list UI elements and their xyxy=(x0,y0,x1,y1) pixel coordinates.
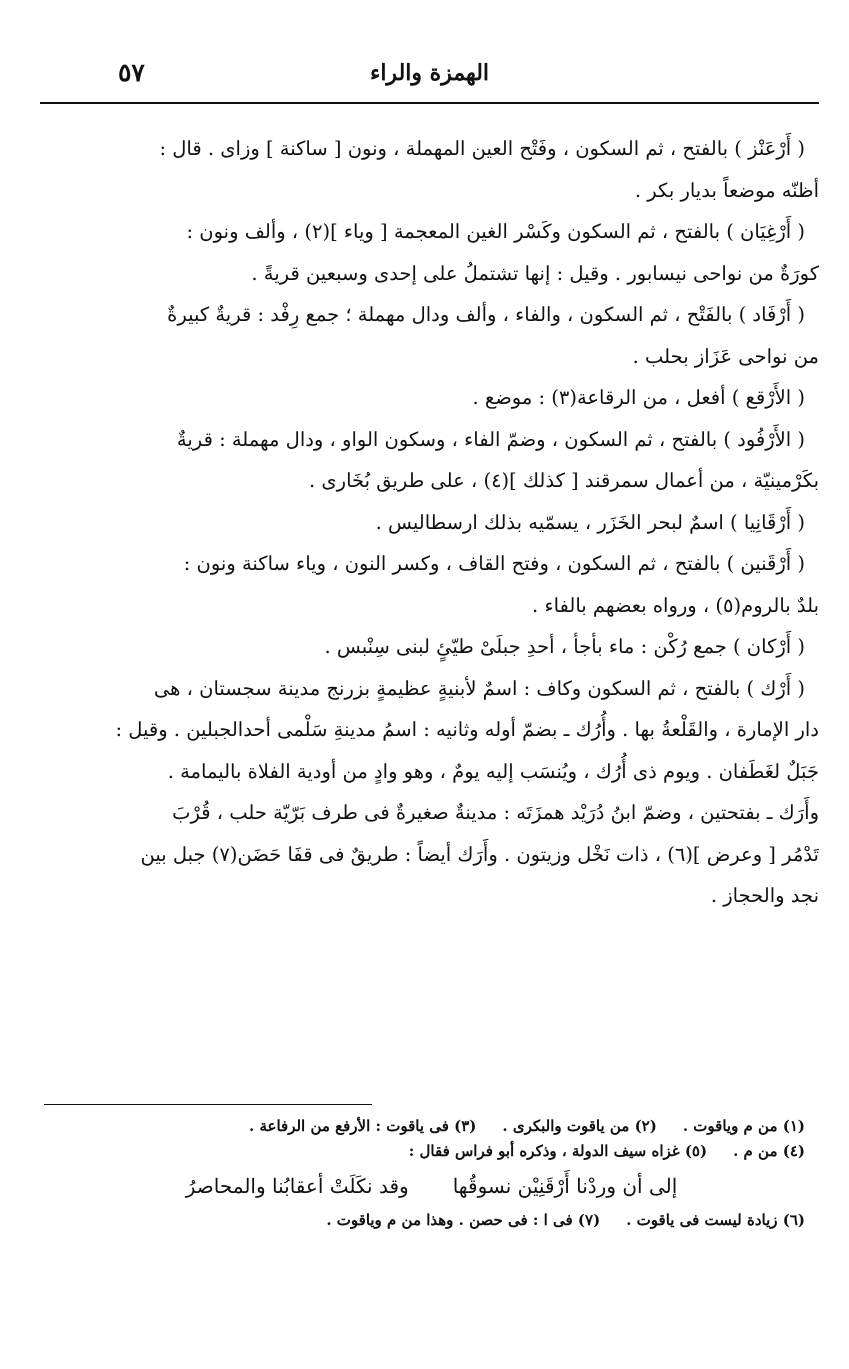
page-number: ٥٧ xyxy=(118,58,145,87)
dictionary-entry xyxy=(44,502,819,544)
dictionary-entry xyxy=(44,419,819,502)
dictionary-entry xyxy=(44,128,819,211)
footnotes xyxy=(44,1114,819,1233)
footnote-4: (٤) من م . xyxy=(733,1142,805,1160)
verse-hemistich-2: وقد نكَلَتْ أعقابُنا والمحاصرُ xyxy=(185,1174,409,1198)
entry-line: جَبَلٌ لغَطَفان . ويوم ذى أُرُك ، ويُنسَب إليه يومٌ ، وهو وادٍ من أودية الفلاة باليمامة . xyxy=(167,759,819,783)
footnote-row-2 xyxy=(44,1139,819,1164)
entry-line: نجد والحجاز . xyxy=(710,884,819,907)
entry-line: تَدْمُر [ وعرض ](٦) ، ذات نَخْل وزيتون . وأَرَك أيضاً : طريقٌ فى قفَا حَضَن(٧) جبل بين xyxy=(140,842,819,866)
dictionary-entry xyxy=(44,626,819,668)
verse-hemistich-1: إلى أن وردْنا أَرْقَنِيْن نسوقُها xyxy=(452,1174,678,1198)
entry-first-line: ( أَرْغِيَان ) بالفتح ، ثم السكون وكَسْر الغين المعجمة [ وياء ](٢) ، وألف ونون : xyxy=(186,220,805,243)
entry-first-line: ( أَرْكان ) جمع رُكْن : ماء بأجأ ، أحدِ جبلَىْ طيّئٍ لبنى سِنْبس . xyxy=(324,635,805,658)
footnote-5: (٥) غزاه سيف الدولة ، وذكره أبو فراس فقال : xyxy=(408,1142,708,1160)
entry-line: وأَرَك ـ بفتحتين ، وضمّ ابنُ دُرَيْد همزَتَه : مدينةٌ صغيرةٌ فى طرف بَرّيّة حلب ، قُرْبَ xyxy=(172,801,819,824)
footnote-divider xyxy=(44,1104,372,1105)
footnote-row-1 xyxy=(44,1114,819,1139)
footnote-2: (٢) من ياقوت والبكرى . xyxy=(502,1117,657,1135)
entry-line: كورَةٌ من نواحى نيسابور . وقيل : إنها تشتملُ على إحدى وسبعين قريةً . xyxy=(251,261,819,285)
running-head: الهمزة والراء xyxy=(369,60,490,86)
dictionary-entry xyxy=(44,294,819,377)
entry-line: أظنّه موضعاً بديار بكر . xyxy=(634,178,819,202)
footnote-7: (٧) فى ا : فى حصن . وهذا من م وياقوت . xyxy=(326,1211,601,1229)
dictionary-entry xyxy=(44,211,819,294)
dictionary-body xyxy=(44,128,819,917)
entry-line: دار الإمارة ، والقَلْعةُ بها . وأُرُك ـ بضمّ أوله وثانيه : اسمُ مدينةِ سَلْمى أحدالجبلين . وقيل : xyxy=(115,718,819,741)
poetry-verse xyxy=(44,1166,819,1206)
entry-first-line: ( أَرْقَنين ) بالفتح ، ثم السكون ، وفتح القاف ، وكسر النون ، وياء ساكنة ونون : xyxy=(183,552,805,575)
entry-line: بكَرْمينيّة ، من أعمال سمرقند [ كذلك ](٤) ، على طريق بُخَارى . xyxy=(309,469,819,492)
footnote-row-3 xyxy=(44,1208,819,1233)
entry-first-line: ( الأَرْقع ) أفعل ، من الرقاعة(٣) : موضع . xyxy=(472,386,805,409)
entry-first-line: ( أَرْعَنْز ) بالفتح ، ثم السكون ، وفَتْح العين المهملة ، ونون [ ساكنة ] وزاى . قال : xyxy=(159,137,805,160)
entry-line: من نواحى عَزَاز بحلب . xyxy=(632,344,819,368)
footnote-3: (٣) فى ياقوت : الأرفع من الرفاعة . xyxy=(249,1117,477,1135)
entry-line: بلدٌ بالروم(٥) ، ورواه بعضهم بالفاء . xyxy=(532,593,819,617)
footnote-1: (١) من م وياقوت . xyxy=(682,1117,805,1135)
entry-first-line: ( أَرْك ) بالفتح ، ثم السكون وكاف : اسمٌ لأبنيةٍ عظيمةٍ بزرنج مدينة سجستان ، هى xyxy=(153,676,805,700)
entry-first-line: ( أَرْفَاد ) بالفَتْح ، ثم السكون ، والفاء ، وألف ودال مهملة ؛ جمع رِفْد : قريةٌ كبيرةٌ xyxy=(167,303,805,326)
dictionary-entry xyxy=(44,543,819,626)
page-header xyxy=(40,58,819,104)
dictionary-entry xyxy=(44,377,819,419)
entry-first-line: ( أَرْقَانِيا ) اسمٌ لبحر الخَزَر ، يسمّيه بذلك ارسطاليس . xyxy=(375,510,805,534)
footnote-6: (٦) زيادة ليست فى ياقوت . xyxy=(626,1211,805,1229)
dictionary-entry xyxy=(44,668,819,917)
entry-first-line: ( الأَرْفُود ) بالفتح ، ثم السكون ، وضمّ الفاء ، وسكون الواو ، ودال مهملة : قريةٌ xyxy=(176,427,805,451)
